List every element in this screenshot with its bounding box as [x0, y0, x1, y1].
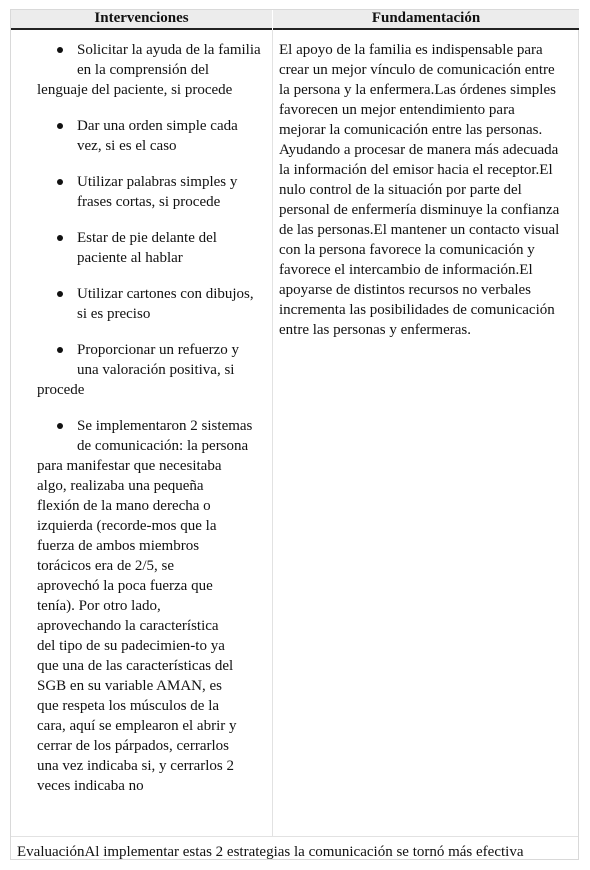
foundation-cell [279, 40, 577, 340]
row-divider [11, 836, 578, 837]
header-interventions: Intervenciones [11, 10, 272, 30]
intervention-line: una valoración positiva, si [77, 362, 235, 378]
intervention-line: vez, si es el caso [77, 138, 177, 154]
foundation-line: entre las personas y enfermeras. [279, 322, 471, 338]
intervention-line: veces indicaba no [37, 778, 144, 794]
intervention-item [37, 416, 269, 796]
intervention-first-line [57, 40, 269, 60]
bullet-icon [57, 47, 63, 53]
intervention-text: Utilizar cartones con dibujos, [77, 286, 254, 302]
intervention-item [37, 40, 269, 100]
intervention-line: algo, realizaba una pequeña [37, 478, 204, 494]
bullet-icon [57, 235, 63, 241]
intervention-item [57, 172, 269, 212]
foundation-line: la persona y la enfermera.Las órdenes simples [279, 82, 556, 98]
foundation-line: favorecen un mejor entendimiento para [279, 102, 515, 118]
header-foundation: Fundamentación [273, 10, 579, 30]
intervention-first-line [57, 340, 269, 360]
bullet-icon [57, 123, 63, 129]
care-plan-table [10, 9, 579, 860]
intervention-line: para manifestar que necesitaba [37, 458, 222, 474]
intervention-line: del tipo de su padecimien-to ya [37, 638, 225, 654]
intervention-line: cerrar de los párpados, cerrarlos [37, 738, 229, 754]
intervention-first-line [57, 416, 269, 436]
intervention-first-line [57, 116, 269, 136]
intervention-line: tenía). Por otro lado, [37, 598, 161, 614]
column-divider [272, 30, 273, 836]
foundation-line: personal de enfermería disminuye la confianza [279, 202, 560, 218]
intervention-first-line [57, 172, 269, 192]
intervention-line: de comunicación: la persona [77, 438, 249, 454]
foundation-line: nulo control de la situación por parte del [279, 182, 522, 198]
intervention-line: flexión de la mano derecha o [37, 498, 211, 514]
foundation-line: apoyarse de distintos recursos no verbales [279, 282, 532, 298]
foundation-line: El apoyo de la familia es indispensable para [279, 42, 543, 58]
intervention-text: Dar una orden simple cada [77, 118, 238, 134]
intervention-text: Proporcionar un refuerzo y [77, 342, 240, 358]
evaluation-text: EvaluaciónAl implementar estas 2 estrategias la comunicación se tornó más efectiva [17, 844, 524, 860]
intervention-line: que una de las características del [37, 658, 234, 674]
foundation-line: favorece el intercambio de información.El [279, 262, 533, 278]
intervention-item [57, 284, 269, 324]
intervention-first-line [57, 284, 269, 304]
intervention-item [57, 228, 269, 268]
bullet-icon [57, 291, 63, 297]
intervention-text: Estar de pie delante del [77, 230, 217, 246]
intervention-line: SGB en su variable AMAN, es [37, 678, 222, 694]
foundation-line: Ayudando a procesar de manera más adecuada [279, 142, 559, 158]
intervention-line: fuerza de ambos miembros [37, 538, 200, 554]
bullet-icon [57, 179, 63, 185]
intervention-line: paciente al hablar [77, 250, 183, 266]
intervention-line: cara, aquí se emplearon el abrir y [37, 718, 237, 734]
intervention-line: aprovechando la característica [37, 618, 219, 634]
intervention-line: aprovechó la poca fuerza que [37, 578, 213, 594]
foundation-line: mejorar la comunicación entre las personas. [279, 122, 543, 138]
intervention-line: una vez indicaba si, y cerrarlos 2 [37, 758, 234, 774]
intervention-line: lenguaje del paciente, si procede [37, 82, 233, 98]
intervention-item [37, 340, 269, 400]
foundation-line: crear un mejor vínculo de comunicación entre [279, 62, 555, 78]
intervention-text: Utilizar palabras simples y [77, 174, 238, 190]
intervention-line: si es preciso [77, 306, 151, 322]
foundation-line: de las personas.El mantener un contacto visual [279, 222, 560, 238]
intervention-line: torácicos era de 2/5, se [37, 558, 175, 574]
intervention-line: en la comprensión del [77, 62, 210, 78]
intervention-line: izquierda (recorde-mos que la [37, 518, 217, 534]
foundation-line: la información del emisor hacia el receptor.El [279, 162, 553, 178]
foundation-line: incrementa las posibilidades de comunicación [279, 302, 555, 318]
intervention-line: que respeta los músculos de la [37, 698, 220, 714]
intervention-line: frases cortas, si procede [77, 194, 221, 210]
intervention-item [57, 116, 269, 156]
intervention-first-line [57, 228, 269, 248]
bullet-icon [57, 423, 63, 429]
foundation-line: con la persona favorece la comunicación y [279, 242, 535, 258]
intervention-line: procede [37, 382, 85, 398]
interventions-cell [37, 40, 269, 812]
intervention-text: Solicitar la ayuda de la familia [77, 42, 261, 58]
bullet-icon [57, 347, 63, 353]
intervention-text: Se implementaron 2 sistemas [77, 418, 253, 434]
